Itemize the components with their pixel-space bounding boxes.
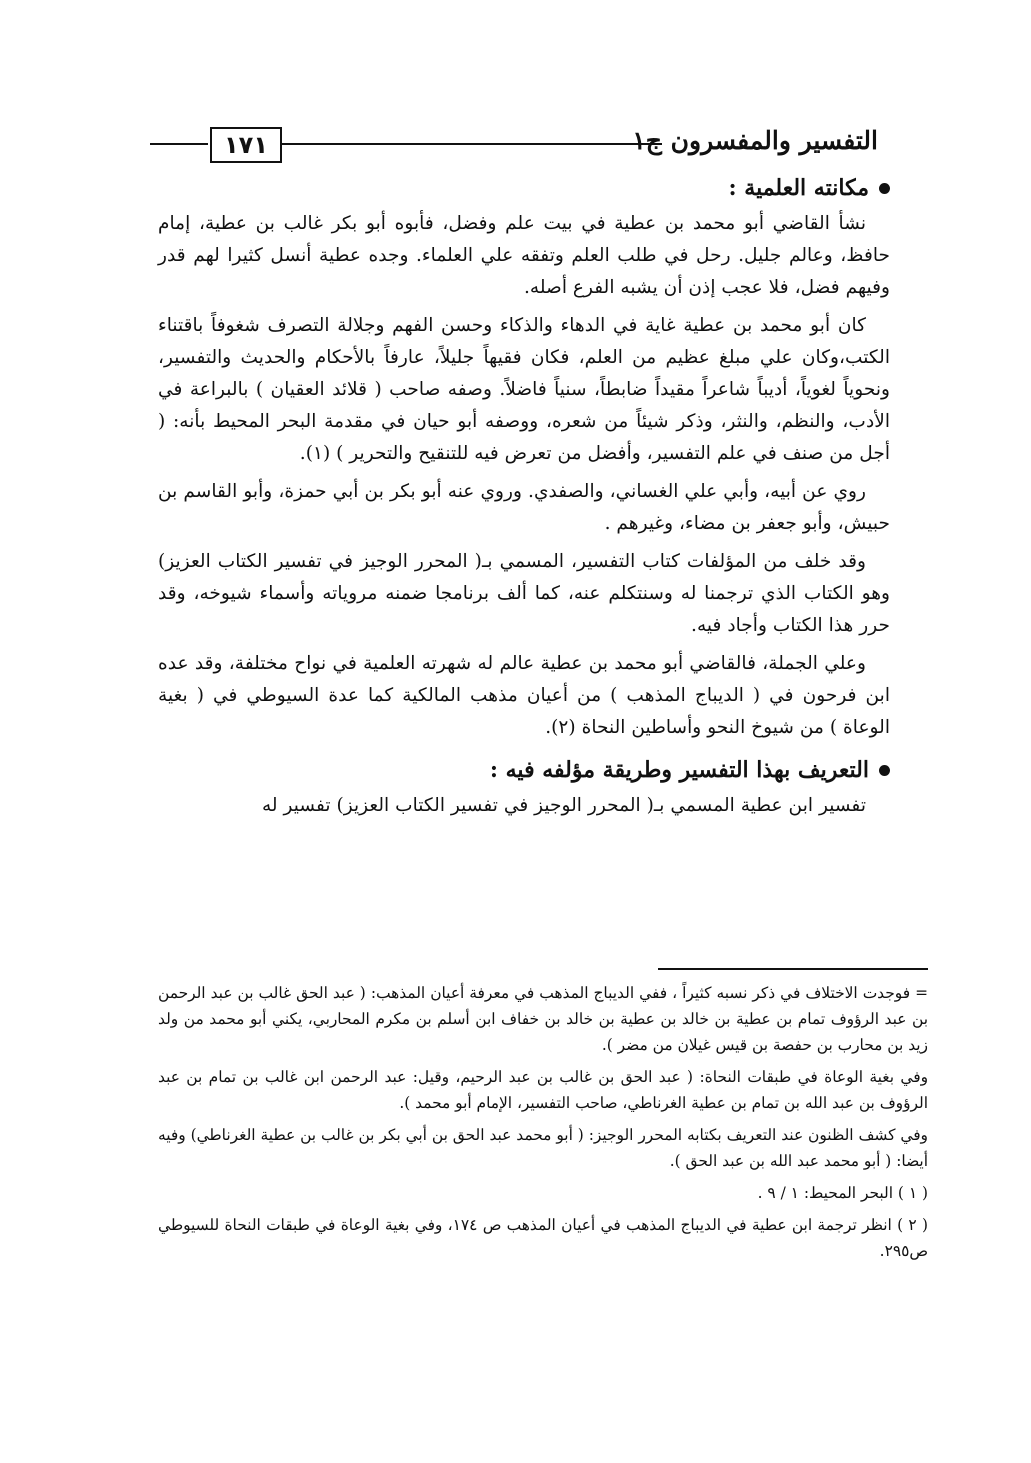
- paragraph: نشأ القاضي أبو محمد بن عطية في بيت علم وفضل، فأبوه أبو بكر غالب بن عطية، إمام حافظ، وعالم جليل. رحل في طلب العلم وتفقه علي العلماء. وجده عطية أنسل كثيرا لهم قدر وفيهم فضل، فلا عجب إذن أن يشبه الفرع أصله.: [158, 213, 890, 298]
- footnotes: [158, 980, 928, 1270]
- footnote: = فوجدت الاختلاف في ذكر نسبه كثيراً ، ففي الديباج المذهب في معرفة أعيان المذهب: ( عبد الحق غالب بن عبد الرحمن بن عبد الرؤوف تمام بن عطية بن خالد بن عطية بن خالد بن خفاف ابن أسلم بن مكرم المحاربي، يكني أبو محمد من ولد زيد بن محارب بن حفصة بن قيس غيلان من مضر ).: [158, 984, 928, 1054]
- section-heading: [158, 750, 890, 790]
- section-heading-text: التعريف بهذا التفسير وطريقة مؤلفه فيه :: [489, 757, 869, 783]
- footnote: ( ١ ) البحر المحيط: ١ / ٩ .: [757, 1184, 928, 1202]
- paragraph: وقد خلف من المؤلفات كتاب التفسير، المسمي بـ( المحرر الوجيز في تفسير الكتاب العزيز) وهو الكتاب الذي ترجمنا له وسنتكلم عنه، كما ألف برنامجا ضمنه مروياته وأسماء شيوخه، وقد حرر هذا الكتاب وأجاد فيه.: [158, 551, 890, 636]
- paragraph: وعلي الجملة، فالقاضي أبو محمد بن عطية عالم له شهرته العلمية في نواح مختلفة، وقد عده ابن فرحون في ( الديباج المذهب ) من أعيان مذهب المالكية كما عدة السيوطي في ( بغية الوعاة ) من شيوخ النحو وأساطين النحاة (٢).: [158, 653, 890, 738]
- header-rule-left: [150, 143, 208, 145]
- bullet-icon: [879, 765, 890, 776]
- page-number: ١٧١: [210, 127, 282, 163]
- paragraph: كان أبو محمد بن عطية غاية في الدهاء والذكاء وحسن الفهم وجلالة التصرف شغوفاً باقتناء الكتب،وكان علي مبلغ عظيم من العلم، فكان فقيهاً جليلاً، عارفاً بالأحكام والحديث والتفسير، ونحوياً لغوياً، أديباً شاعراً مقيداً ضابطاً، سنياً فاضلاً. وصفه صاحب ( قلائد العقيان ) بالبراعة في الأدب، والنظم، والنثر، وذكر شيئاً من شعره، ووصفه أبو حيان في مقدمة البحر المحيط بأنه: ( أجل من صنف في علم التفسير، وأفضل من تعرض فيه للتنقيح والتحرير ) (١).: [158, 315, 890, 464]
- section-heading: [158, 168, 890, 208]
- section-heading-text: مكانته العلمية :: [728, 175, 869, 201]
- footnote: ( ٢ ) انظر ترجمة ابن عطية في الديباج المذهب في أعيان المذهب ص ١٧٤، وفي بغية الوعاة في طبقات النحاة للسيوطي ص٢٩٥.: [158, 1216, 928, 1260]
- footnote: وفي بغية الوعاة في طبقات النحاة: ( عبد الحق بن غالب بن عبد الرحيم، وقيل: عبد الرحمن ابن غالب بن تمام بن عبد الرؤوف بن عبد الله بن تمام بن عطية الغرناطي، صاحب التفسير، الإمام أبو محمد ).: [158, 1068, 928, 1112]
- footnote: وفي كشف الظنون عند التعريف بكتابه المحرر الوجيز: ( أبو محمد عبد الحق بن أبي بكر بن غالب بن عطية الغرناطي) وفيه أيضا: ( أبو محمد عبد الله بن عبد الحق ).: [158, 1126, 928, 1170]
- footnote-separator: [658, 968, 928, 970]
- running-title: التفسير والمفسرون ج١: [632, 126, 878, 155]
- header-rule-middle: [282, 143, 662, 145]
- bullet-icon: [879, 183, 890, 194]
- main-text: [158, 168, 890, 828]
- paragraph: روي عن أبيه، وأبي علي الغساني، والصفدي. وروي عنه أبو بكر بن أبي حمزة، وأبو القاسم بن حبيش، وأبو جعفر بن مضاء، وغيرهم .: [158, 481, 890, 534]
- paragraph: تفسير ابن عطية المسمي بـ( المحرر الوجيز في تفسير الكتاب العزيز) تفسير له: [261, 795, 866, 816]
- page-header: [150, 124, 878, 164]
